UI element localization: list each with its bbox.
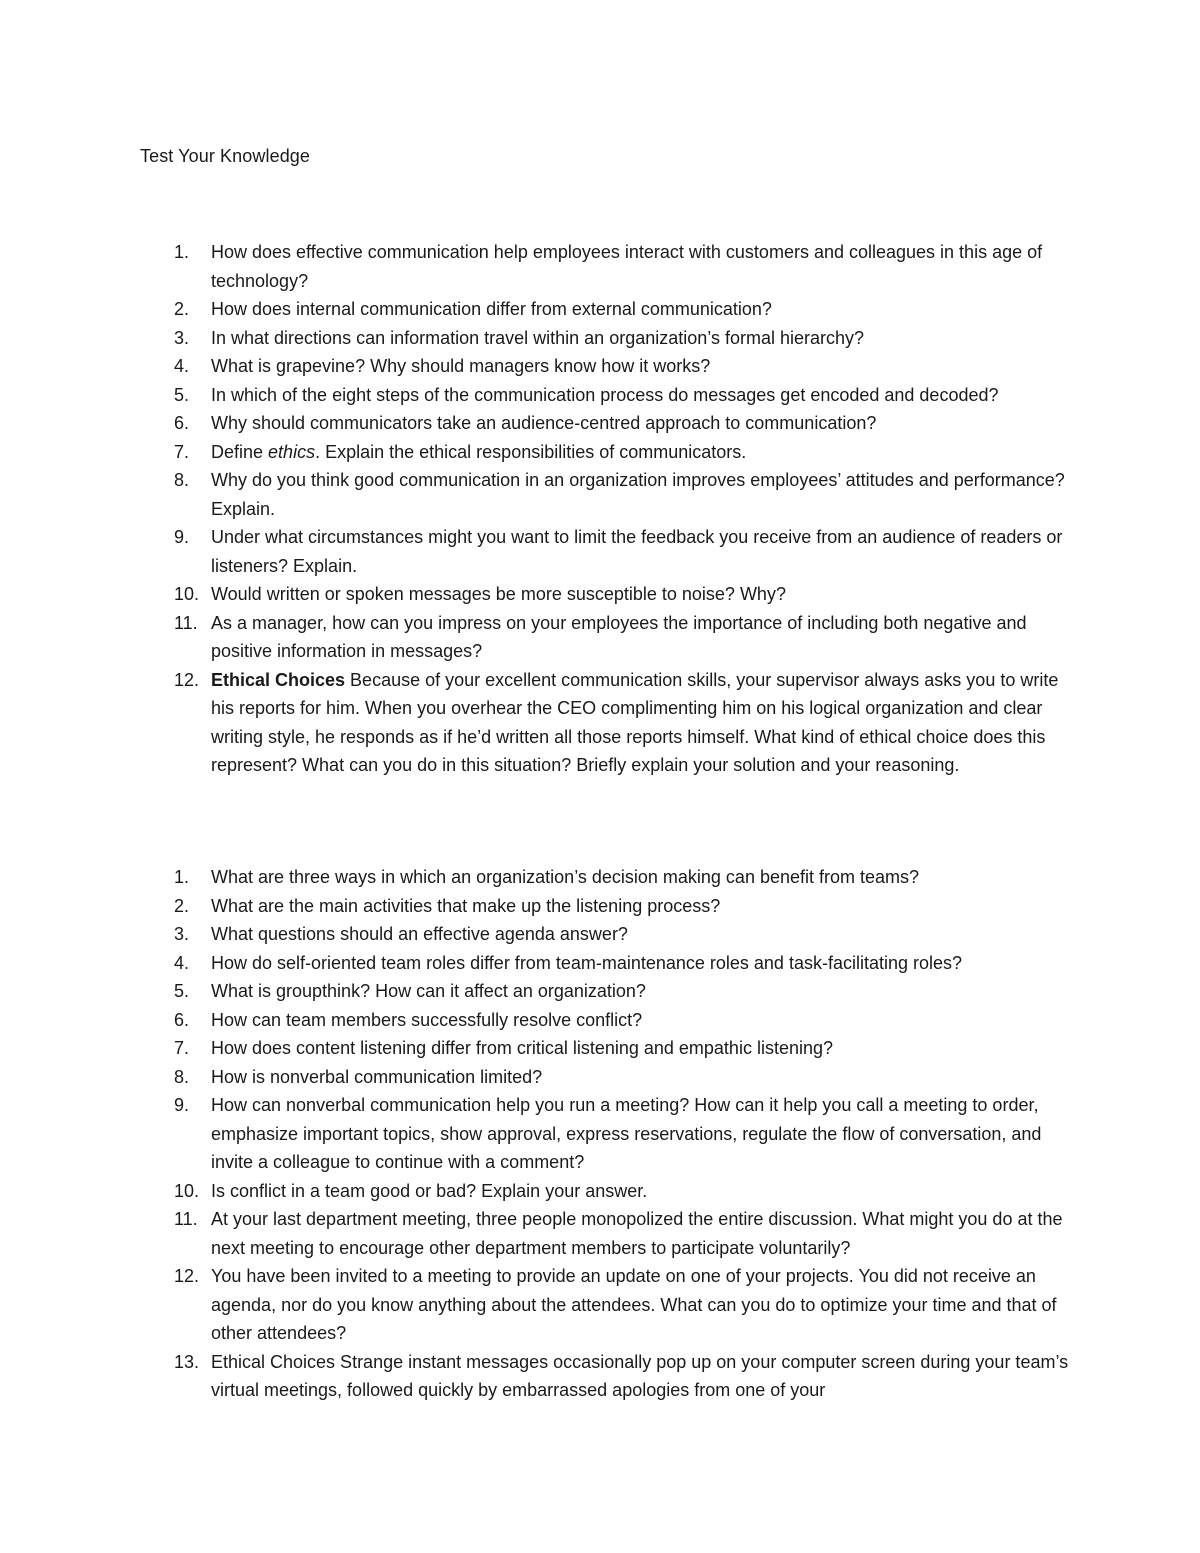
list-item-number: 7.: [174, 1038, 190, 1058]
list-item: [140, 1262, 1070, 1348]
list-item: [140, 1034, 1070, 1063]
list-item-number: 4.: [174, 952, 190, 973]
list-item-text: What are the main activities that make up the listening process?: [211, 895, 721, 916]
list-item-number: 2.: [174, 895, 190, 916]
list-item-number: 5.: [174, 384, 190, 405]
list-item: [140, 580, 1070, 609]
list-item-number: 9.: [174, 527, 190, 547]
list-item-text: You have been invited to a meeting to provide an update on one of your projects. You did not receive an agenda, nor do you know anything about the attendees. What can you do to optimize your time and that of other attendees?: [211, 1266, 1057, 1343]
list-item-text: At your last department meeting, three people monopolized the entire discussion. What might you do at the next meeting to encourage other department members to participate voluntarily?: [211, 1209, 1063, 1258]
list-item-number: 1.: [174, 867, 190, 887]
list-item: [140, 666, 1070, 780]
list-item-number: 10.: [174, 584, 200, 604]
list-item-number: 11.: [174, 612, 198, 633]
list-item-number: 6.: [174, 1009, 190, 1030]
list-item: [140, 863, 1070, 892]
list-item-text: What is grapevine? Why should managers know how it works?: [211, 356, 711, 376]
list-item: [140, 438, 1070, 467]
list-item-number: 8.: [174, 470, 190, 490]
list-item: [140, 352, 1070, 381]
list-item-text: . Explain the ethical responsibilities of communicators.: [315, 441, 747, 462]
list-item-number: 10.: [174, 1180, 200, 1201]
list-item: [140, 892, 1070, 921]
list-item: [140, 324, 1070, 353]
ethics-term: ethics: [268, 441, 316, 462]
list-item-number: 3.: [174, 924, 190, 944]
list-item-text: What questions should an effective agenda answer?: [211, 924, 628, 944]
list-item: [140, 1091, 1070, 1177]
list-item-number: 2.: [174, 299, 190, 319]
ethical-choices-heading: Ethical Choices: [211, 669, 346, 690]
list-item-text: Ethical Choices Strange instant messages occasionally pop up on your computer screen during your team’s virtual meetings, followed quickly by embarrassed apologies from one of your: [211, 1351, 1069, 1400]
list-item-number: 11.: [174, 1209, 198, 1229]
list-item: [140, 1205, 1070, 1262]
list-item: [140, 523, 1070, 580]
list-item-text: Is conflict in a team good or bad? Explain your answer.: [211, 1180, 648, 1201]
list-item-text: How does effective communication help employees interact with customers and colleagues in this age of technology?: [211, 242, 1043, 291]
list-item: [140, 609, 1070, 666]
list-item-prefix: Define: [211, 441, 269, 462]
list-item-text: Would written or spoken messages be more susceptible to noise? Why?: [211, 584, 786, 604]
list-item-number: 7.: [174, 441, 190, 462]
list-item-number: 6.: [174, 413, 190, 433]
list-item-number: 1.: [174, 242, 190, 262]
list-item-text: Because of your excellent communication skills, your supervisor always asks you to write his reports for him. When you overhear the CEO complimenting him on his logical organization and clear writing style, he responds as if he’d written all those reports himself. What kind of ethical choice does this represent? What can you do in this situation? Briefly explain your solution and your reasoning.: [211, 669, 1059, 775]
list-item-text: How is nonverbal communication limited?: [211, 1066, 543, 1087]
list-item-text: Under what circumstances might you want to limit the feedback you receive from an audience of readers or listeners? Explain.: [211, 527, 1063, 576]
list-item: [140, 920, 1070, 949]
list-item: [140, 1006, 1070, 1035]
list-item-number: 4.: [174, 356, 190, 376]
list-item-text: Why do you think good communication in an organization improves employees’ attitudes and performance? Explain.: [211, 470, 1065, 519]
question-list-1: [140, 238, 1070, 780]
list-item: [140, 1177, 1070, 1206]
list-item: [140, 381, 1070, 410]
document-title: Test Your Knowledge: [140, 146, 311, 166]
list-item: [140, 977, 1070, 1006]
list-item-text: How do self-oriented team roles differ from team-maintenance roles and task-facilitating roles?: [211, 952, 963, 973]
list-item-number: 13.: [174, 1351, 200, 1372]
list-item-text: How can team members successfully resolve conflict?: [211, 1009, 643, 1030]
list-item: [140, 466, 1070, 523]
list-item-text: How does internal communication differ from external communication?: [211, 299, 772, 319]
list-item-text: In what directions can information travel within an organization’s formal hierarchy?: [211, 327, 864, 348]
list-item-number: 5.: [174, 981, 190, 1001]
list-item: [140, 1348, 1070, 1405]
list-item-text: Why should communicators take an audience-centred approach to communication?: [211, 413, 877, 433]
list-item: [140, 409, 1070, 438]
list-item: [140, 949, 1070, 978]
list-item-number: 12.: [174, 1266, 200, 1286]
list-item-text: What are three ways in which an organization’s decision making can benefit from teams?: [211, 867, 920, 887]
list-item: [140, 1063, 1070, 1092]
list-item-text: As a manager, how can you impress on your employees the importance of including both negative and positive information in messages?: [211, 612, 1027, 661]
list-item-text: How can nonverbal communication help you run a meeting? How can it help you call a meeting to order, emphasize important topics, show approval, express reservations, regulate the flow of conversation, and invite a colleague to continue with a comment?: [211, 1095, 1042, 1172]
list-item-text: In which of the eight steps of the communication process do messages get encoded and decoded?: [211, 384, 999, 405]
list-item: [140, 238, 1070, 295]
question-list-2: [140, 863, 1070, 1405]
list-item-text: How does content listening differ from critical listening and empathic listening?: [211, 1038, 833, 1058]
list-item-number: 9.: [174, 1095, 190, 1115]
list-item: [140, 295, 1070, 324]
list-item-number: 12.: [174, 669, 200, 690]
list-item-text: What is groupthink? How can it affect an organization?: [211, 981, 646, 1001]
list-item-number: 3.: [174, 327, 190, 348]
list-item-number: 8.: [174, 1066, 190, 1087]
